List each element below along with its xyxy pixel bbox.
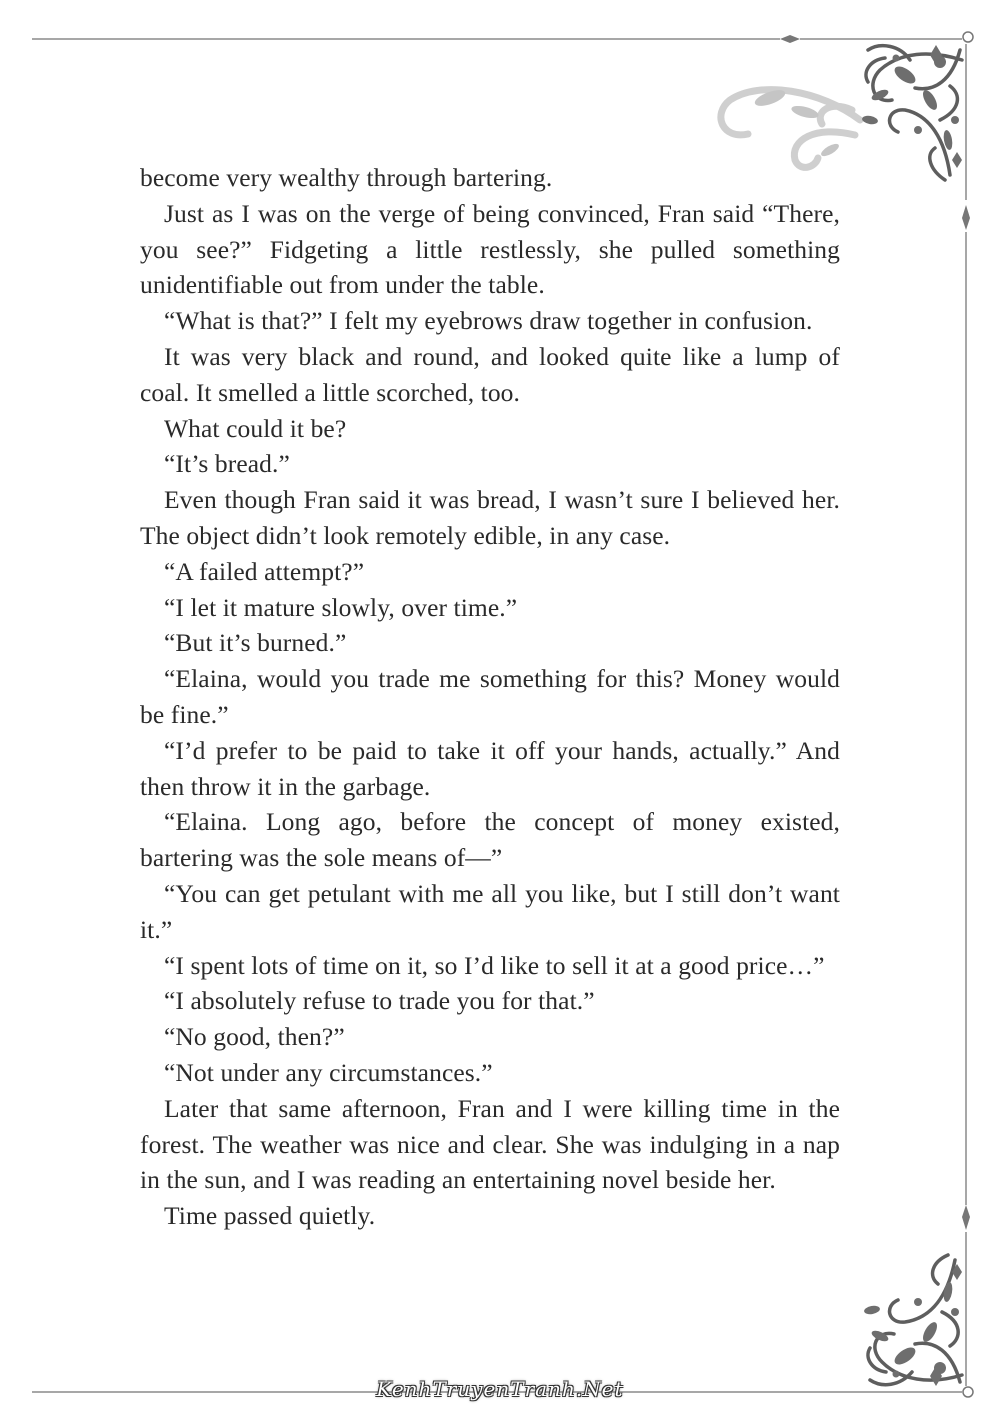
paragraph: What could it be?	[164, 413, 347, 443]
paragraph: Just as I was on the verge of being convinced, Fran said “There, you see?” Fidgeting a little restlessly, she pulled something unidentifiable out from under the table.	[140, 198, 840, 300]
paragraph: It was very black and round, and looked quite like a lump of coal. It smelled a little scorched, too.	[140, 341, 840, 407]
paragraph: Time passed quietly.	[164, 1201, 376, 1231]
paragraph: become very wealthy through bartering.	[140, 163, 553, 192]
paragraph: “Elaina, would you trade me something for this? Money would be fine.”	[140, 664, 840, 729]
paragraph: “Elaina. Long ago, before the concept of money existed, bartering was the sole means of—”	[140, 807, 840, 873]
paragraph: Even though Fran said it was bread, I wasn’t sure I believed her. The object didn’t look remotely edible, in any case.	[140, 485, 840, 550]
paragraph: “I spent lots of time on it, so I’d like to sell it at a good price…”	[164, 950, 825, 980]
right-border-line	[962, 44, 973, 1397]
page-body-text	[140, 160, 840, 1234]
paragraph: “I’d prefer to be paid to take it off your hands, actually.” And then throw it in the garbage.	[140, 735, 840, 801]
paragraph: “But it’s burned.”	[164, 628, 347, 658]
paragraph: “What is that?” I felt my eyebrows draw together in confusion.	[164, 306, 813, 336]
paragraph: “I let it mature slowly, over time.”	[164, 592, 518, 622]
paragraph: Later that same afternoon, Fran and I were killing time in the forest. The weather was nice and clear. She was indulging in a nap in the sun, and I was reading an entertaining novel beside her.	[140, 1093, 840, 1195]
paragraph: “I absolutely refuse to trade you for that.”	[164, 986, 595, 1016]
top-border-line	[32, 32, 973, 43]
paragraph: “No good, then?”	[164, 1022, 345, 1052]
paragraph: “You can get petulant with me all you like, but I still don’t want it.”	[140, 878, 840, 944]
floral-corner-ornament-icon	[863, 1255, 962, 1386]
paragraph: “Not under any circumstances.”	[164, 1057, 493, 1087]
paragraph: “It’s bread.”	[164, 449, 290, 479]
site-watermark: KenhTruyenTranh.Net	[376, 1377, 624, 1401]
paragraph: “A failed attempt?”	[164, 556, 365, 586]
